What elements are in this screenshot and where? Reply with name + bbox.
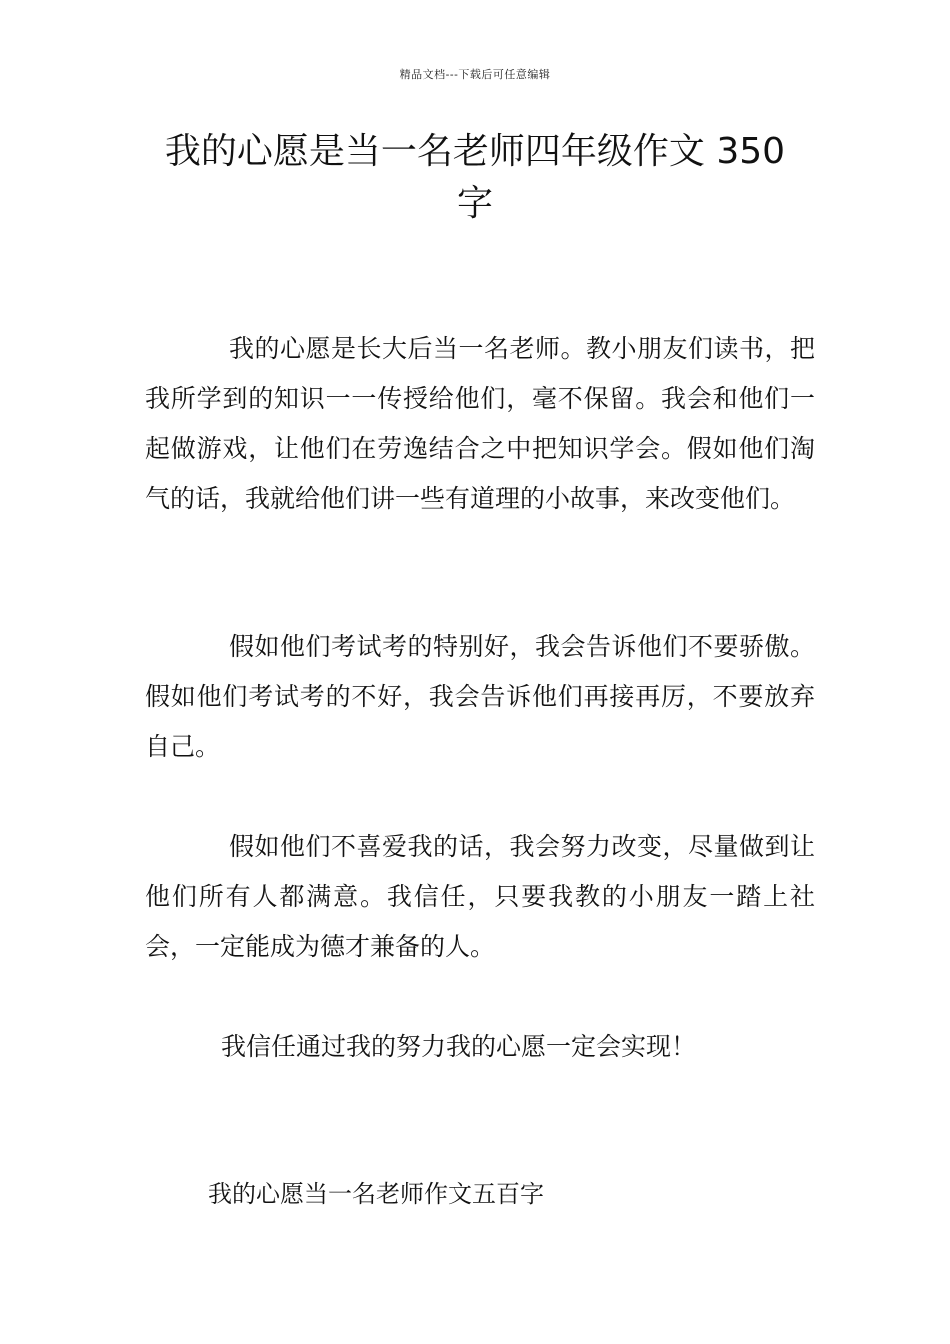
document-title: 我的心愿是当一名老师四年级作文 350 字 bbox=[164, 131, 786, 224]
section-subheading: 我的心愿当一名老师作文五百字 bbox=[208, 1180, 544, 1208]
body-paragraph-2: 假如他们考试考的特别好，我会告诉他们不要骄傲。假如他们考试考的不好，我会告诉他们再接再厉，不要放弃自己。 bbox=[145, 632, 815, 761]
body-paragraph-4: 我信任通过我的努力我的心愿一定会实现！ bbox=[221, 1032, 697, 1061]
page-header-note: 精品文档---下载后可任意编辑 bbox=[399, 68, 551, 81]
body-paragraph-3: 假如他们不喜爱我的话，我会努力改变，尽量做到让他们所有人都满意。我信任，只要我教的小朋友一踏上社会，一定能成为德才兼备的人。 bbox=[145, 832, 815, 961]
body-paragraph-1: 我的心愿是长大后当一名老师。教小朋友们读书，把我所学到的知识一一传授给他们，毫不保留。我会和他们一起做游戏，让他们在劳逸结合之中把知识学会。假如他们淘气的话，我就给他们讲一些有道理的小故事，来改变他们。 bbox=[145, 334, 815, 513]
